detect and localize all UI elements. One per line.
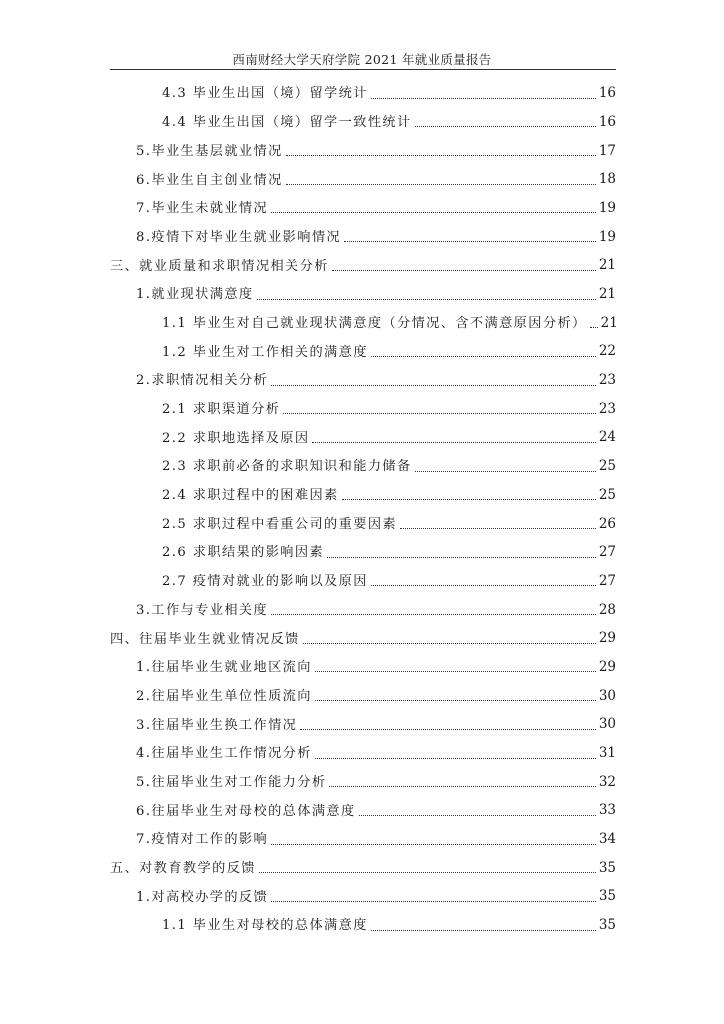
- toc-entry-title: 2.1 求职渠道分析: [162, 402, 281, 418]
- toc-dot-leader: [315, 700, 596, 701]
- toc-dot-leader: [286, 155, 596, 156]
- toc-entry[interactable]: [110, 652, 616, 681]
- toc-entry[interactable]: [110, 910, 616, 939]
- toc-entry[interactable]: [110, 336, 616, 365]
- toc-page-number: 23: [598, 400, 616, 417]
- toc-page-number: 23: [598, 372, 616, 389]
- toc-dot-leader: [257, 299, 596, 300]
- toc-dot-leader: [271, 901, 596, 902]
- toc-entry-title: 四、往届毕业生就业情况反馈: [110, 631, 300, 647]
- toc-page-number: 31: [598, 745, 616, 761]
- toc-entry[interactable]: [110, 221, 616, 250]
- toc-page-number: 21: [598, 286, 616, 302]
- toc-dot-leader: [415, 471, 596, 472]
- toc-entry[interactable]: [110, 193, 616, 222]
- toc-entry[interactable]: [110, 795, 616, 824]
- toc-entry[interactable]: [110, 566, 616, 595]
- toc-entry-title: 2.5 求职过程中看重公司的重要因素: [162, 516, 397, 532]
- toc-dot-leader: [315, 758, 596, 759]
- toc-page-number: 33: [598, 802, 616, 819]
- toc-dot-leader: [315, 671, 596, 672]
- toc-dot-leader: [371, 585, 596, 586]
- toc-page-number: 29: [598, 630, 616, 647]
- toc-entry-title: 1.1 毕业生对母校的总体满意度: [162, 918, 368, 934]
- toc-page-number: 17: [598, 142, 616, 159]
- toc-page-number: 19: [598, 228, 616, 245]
- toc-entry-title: 4.4 毕业生出国（境）留学一致性统计: [162, 115, 412, 131]
- toc-dot-leader: [415, 126, 596, 127]
- toc-entry[interactable]: [110, 451, 616, 480]
- toc-dot-leader: [590, 327, 598, 328]
- toc-entry-title: 2.4 求职过程中的困难因素: [162, 488, 339, 504]
- toc-entry-title: 2.3 求职前必备的求职知识和能力储备: [162, 459, 412, 475]
- toc-entry[interactable]: [110, 767, 616, 796]
- toc-entry[interactable]: [110, 107, 616, 136]
- toc-entry-title: 4.往届毕业生工作情况分析: [136, 746, 312, 762]
- toc-entry[interactable]: [110, 422, 616, 451]
- toc-dot-leader: [271, 614, 596, 615]
- toc-dot-leader: [327, 557, 596, 558]
- toc-entry-title: 2.往届毕业生单位性质流向: [136, 688, 312, 704]
- toc-entry[interactable]: [110, 709, 616, 738]
- toc-dot-leader: [283, 413, 596, 414]
- toc-dot-leader: [312, 442, 595, 443]
- toc-dot-leader: [271, 212, 596, 213]
- toc-page-number: 35: [598, 917, 616, 934]
- toc-dot-leader: [332, 270, 596, 271]
- toc-entry-title: 2.6 求职结果的影响因素: [162, 545, 325, 561]
- toc-dot-leader: [271, 844, 596, 845]
- toc-dot-leader: [371, 98, 596, 99]
- toc-entry-title: 8.疫情下对毕业生就业影响情况: [136, 229, 342, 245]
- toc-entry-title: 1.往届毕业生就业地区流向: [136, 660, 312, 676]
- toc-entry[interactable]: [110, 78, 616, 107]
- toc-page-number: 35: [598, 888, 616, 905]
- toc-page-number: 35: [598, 859, 616, 876]
- toc-entry-title: 7.毕业生未就业情况: [136, 201, 269, 217]
- toc-entry-title: 1.对高校办学的反馈: [136, 889, 269, 905]
- table-of-contents: [110, 78, 616, 939]
- toc-entry[interactable]: [110, 308, 616, 337]
- toc-page-number: 29: [598, 658, 616, 675]
- toc-entry-title: 6.往届毕业生对母校的总体满意度: [136, 803, 356, 819]
- toc-page-number: 24: [598, 429, 616, 446]
- toc-entry[interactable]: [110, 594, 616, 623]
- toc-entry[interactable]: [110, 738, 616, 767]
- toc-page-number: 27: [598, 544, 616, 561]
- toc-entry-title: 3.工作与专业相关度: [136, 602, 269, 618]
- toc-dot-leader: [300, 729, 596, 730]
- toc-entry[interactable]: [110, 394, 616, 423]
- toc-entry-title: 5.往届毕业生对工作能力分析: [136, 774, 327, 790]
- toc-dot-leader: [286, 184, 596, 185]
- running-header: 西南财经大学天府学院 2021 年就业质量报告: [232, 52, 492, 67]
- toc-page-number: 25: [598, 486, 616, 503]
- toc-page-number: 30: [598, 687, 616, 704]
- toc-entry[interactable]: [110, 680, 616, 709]
- toc-dot-leader: [371, 930, 596, 931]
- toc-dot-leader: [259, 872, 596, 873]
- toc-entry[interactable]: [110, 881, 616, 910]
- toc-dot-leader: [271, 385, 596, 386]
- toc-page-number: 28: [598, 601, 616, 618]
- toc-entry[interactable]: [110, 135, 616, 164]
- toc-entry-title: 2.7 疫情对就业的影响以及原因: [162, 574, 368, 590]
- toc-page-number: 18: [598, 171, 616, 188]
- toc-dot-leader: [371, 356, 596, 357]
- toc-entry-title: 4.3 毕业生出国（境）留学统计: [162, 86, 368, 102]
- toc-entry[interactable]: [110, 853, 616, 882]
- toc-entry-title: 1.1 毕业生对自己就业现状满意度（分情况、含不满意原因分析）: [162, 315, 587, 331]
- toc-entry-title: 三、就业质量和求职情况相关分析: [110, 258, 329, 274]
- toc-page-number: 19: [598, 199, 616, 216]
- toc-entry[interactable]: [110, 279, 616, 308]
- toc-dot-leader: [342, 499, 596, 500]
- toc-page-number: 34: [598, 831, 616, 848]
- toc-page-number: 21: [600, 314, 618, 331]
- toc-page-number: 16: [598, 85, 616, 102]
- toc-page-number: 26: [598, 515, 616, 532]
- toc-entry-title: 7.疫情对工作的影响: [136, 832, 269, 848]
- toc-page-number: 16: [598, 113, 616, 130]
- toc-entry-title: 3.往届毕业生换工作情况: [136, 717, 298, 733]
- toc-dot-leader: [344, 241, 596, 242]
- toc-entry-title: 2.求职情况相关分析: [136, 373, 269, 389]
- toc-entry-title: 1.2 毕业生对工作相关的满意度: [162, 344, 368, 360]
- toc-page-number: 21: [598, 257, 616, 274]
- toc-entry-title: 5.毕业生基层就业情况: [136, 143, 283, 159]
- toc-entry[interactable]: [110, 480, 616, 509]
- toc-entry[interactable]: [110, 537, 616, 566]
- toc-entry[interactable]: [110, 365, 616, 394]
- toc-page-number: 25: [598, 458, 616, 475]
- toc-entry[interactable]: [110, 164, 616, 193]
- toc-dot-leader: [400, 528, 596, 529]
- toc-entry[interactable]: [110, 250, 616, 279]
- toc-entry[interactable]: [110, 623, 616, 652]
- toc-dot-leader: [329, 786, 595, 787]
- toc-entry-title: 2.2 求职地选择及原因: [162, 430, 310, 446]
- toc-dot-leader: [303, 643, 596, 644]
- toc-page-number: 30: [598, 716, 616, 733]
- toc-entry-title: 1.就业现状满意度: [136, 287, 254, 303]
- toc-page-number: 27: [598, 572, 616, 589]
- toc-page-number: 32: [598, 773, 616, 790]
- toc-entry-title: 6.毕业生自主创业情况: [136, 172, 283, 188]
- toc-entry-title: 五、对教育教学的反馈: [110, 861, 256, 877]
- toc-dot-leader: [359, 815, 596, 816]
- toc-entry[interactable]: [110, 508, 616, 537]
- toc-entry[interactable]: [110, 824, 616, 853]
- toc-page-number: 22: [598, 343, 616, 360]
- header-rule: [110, 69, 616, 70]
